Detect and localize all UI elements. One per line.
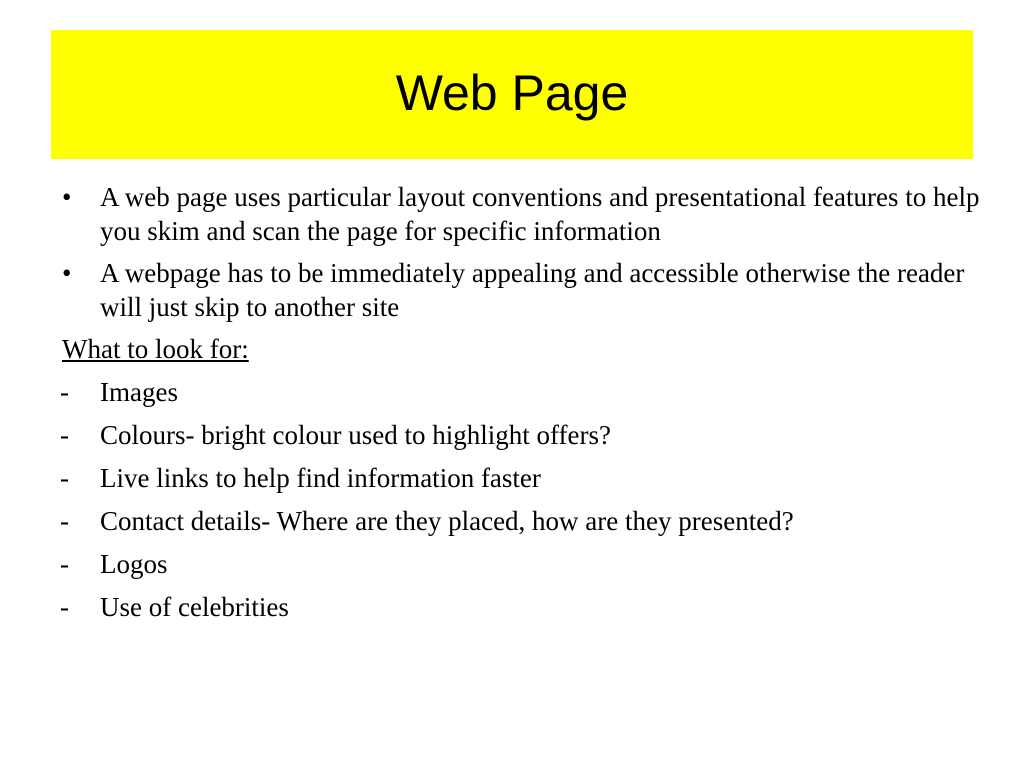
dash-marker: -	[60, 506, 69, 536]
list-item-text: Live links to help find information faster	[100, 463, 541, 493]
bullet-marker: •	[62, 258, 72, 288]
list-item	[62, 504, 1002, 538]
list-item-text: Logos	[100, 549, 168, 579]
list-item	[62, 547, 1002, 581]
bullet-text: A web page uses particular layout conventions and presentational features to help you skim and scan the page for specific information	[100, 182, 980, 246]
list-item	[62, 418, 1002, 452]
list-item	[62, 461, 1002, 495]
dash-marker: -	[60, 549, 69, 579]
dash-marker: -	[60, 420, 69, 450]
list-item-text: Use of celebrities	[100, 592, 289, 622]
bullet-marker: •	[62, 182, 72, 212]
bullet-text: A webpage has to be immediately appealing and accessible otherwise the reader will just skip to another site	[100, 258, 965, 322]
list-item	[62, 590, 1002, 624]
bullet-item	[62, 256, 1002, 324]
list-item	[62, 375, 1002, 409]
section-heading-row	[62, 332, 1002, 366]
bullet-item	[62, 180, 1002, 248]
list-item-text: Images	[100, 377, 178, 407]
title-banner	[51, 30, 973, 159]
dash-marker: -	[60, 463, 69, 493]
slide-body	[62, 180, 1002, 633]
list-item-text: Contact details- Where are they placed, how are they presented?	[100, 506, 794, 536]
section-heading: What to look for:	[62, 334, 249, 364]
dash-marker: -	[60, 592, 69, 622]
slide-title: Web Page	[395, 64, 629, 121]
list-item-text: Colours- bright colour used to highlight offers?	[100, 420, 611, 450]
dash-marker: -	[60, 377, 69, 407]
